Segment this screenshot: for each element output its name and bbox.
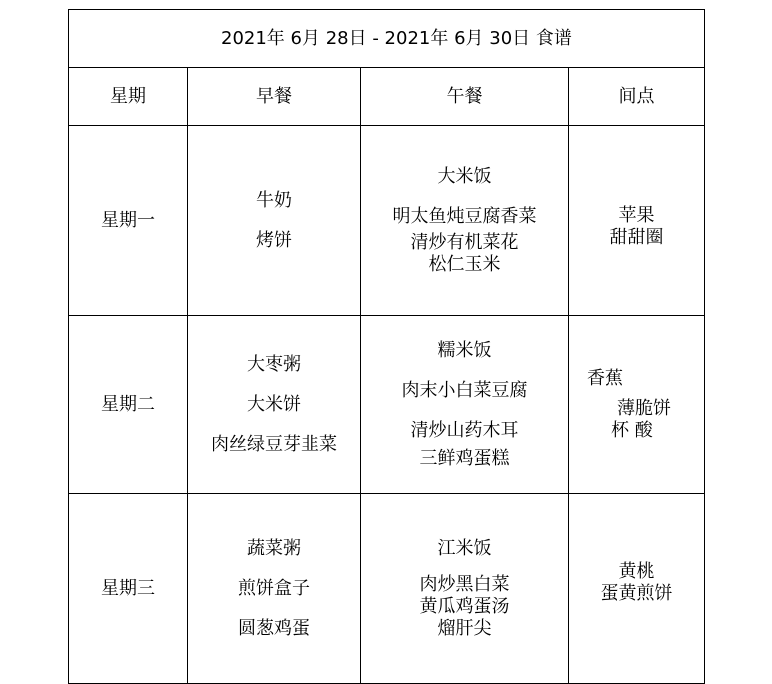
header-breakfast: 早餐 — [188, 68, 361, 126]
header-lunch: 午餐 — [361, 68, 569, 126]
menu-item: 烤饼 — [256, 229, 292, 251]
lunch-cell — [361, 494, 569, 684]
day-label: 星期三 — [69, 494, 188, 684]
header-snack: 间点 — [569, 68, 705, 126]
breakfast-cell — [188, 494, 361, 684]
menu-item: 圆葱鸡蛋 — [238, 617, 310, 639]
breakfast-cell — [188, 126, 361, 316]
menu-item: 蛋黄煎饼 — [600, 582, 673, 604]
menu-item: 清炒有机菜花 — [410, 231, 519, 253]
menu-item: 大米饭 — [437, 165, 492, 187]
breakfast-cell — [188, 316, 361, 494]
snack-cell — [569, 316, 705, 494]
menu-item: 甜甜圈 — [609, 226, 664, 248]
snack-cell — [569, 494, 705, 684]
lunch-cell — [361, 316, 569, 494]
menu-item: 明太鱼炖豆腐香菜 — [392, 205, 537, 227]
menu-item: 熘肝尖 — [437, 617, 492, 639]
header-row — [69, 68, 705, 126]
menu-item: 大枣粥 — [247, 353, 301, 375]
menu-item: 三鲜鸡蛋糕 — [419, 447, 510, 469]
menu-item: 糯米饭 — [437, 339, 492, 361]
table-row — [69, 126, 705, 316]
day-label: 星期二 — [69, 316, 188, 494]
snack-cell — [569, 126, 705, 316]
menu-item: 苹果 — [618, 204, 655, 226]
menu-table — [68, 9, 705, 684]
menu-item: 肉末小白菜豆腐 — [401, 379, 528, 401]
menu-item: 黄桃 — [618, 560, 655, 582]
title-row — [69, 10, 705, 68]
header-weekday: 星期 — [69, 68, 188, 126]
day-label: 星期一 — [69, 126, 188, 316]
menu-title: 2021年 6月 28日 - 2021年 6月 30日 食谱 — [69, 10, 705, 68]
menu-item: 江米饭 — [437, 537, 492, 559]
menu-item: 松仁玉米 — [428, 253, 501, 275]
table-row — [69, 316, 705, 494]
lunch-cell — [361, 126, 569, 316]
menu-item: 肉炒黑白菜 — [419, 573, 510, 595]
menu-item: 黄瓜鸡蛋汤 — [419, 595, 510, 617]
table-row — [69, 494, 705, 684]
menu-item: 杯 酸 — [611, 419, 653, 441]
menu-item: 肉丝绿豆芽韭菜 — [211, 433, 337, 455]
menu-item: 薄脆饼 — [617, 397, 671, 419]
menu-item: 香蕉 — [587, 367, 623, 389]
menu-item: 清炒山药木耳 — [410, 419, 519, 441]
menu-item: 牛奶 — [256, 189, 292, 211]
menu-item: 大米饼 — [247, 393, 301, 415]
menu-item: 蔬菜粥 — [247, 537, 301, 559]
menu-item: 煎饼盒子 — [238, 577, 310, 599]
